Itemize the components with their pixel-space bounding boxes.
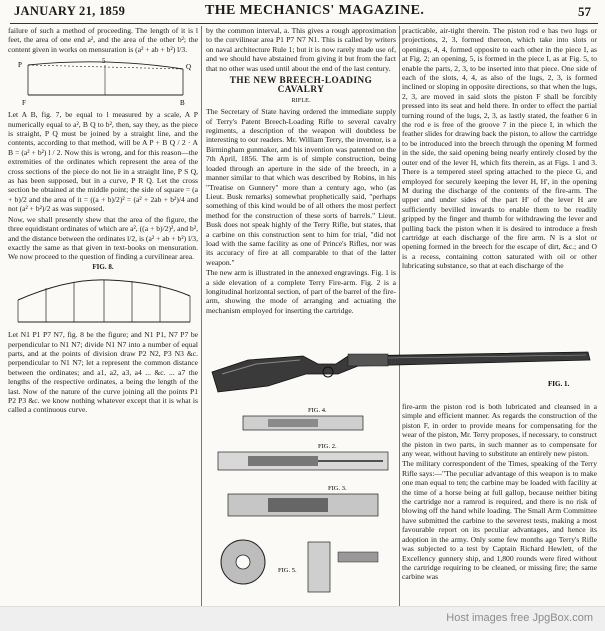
figure-8-label: FIG. 8. — [92, 262, 114, 271]
column-left — [8, 26, 198, 611]
paragraph: The military correspondent of the Times, speaking of the Terry Rifle says:—"The peculiar advantage of this weapon is to make one man equal to ten; the carbine may be loaded with facility at the time of a horse being at full gallop, because neither biting the cartridge nor a ramrod is required, and there is no risk of blowing off the hand while loading. The Small Arm Committee have submitted the carbine to the severest tests, making a most favourable report on its peculiar advantages, and hence its adoption in the army. Only some few months ago Terry's Rifle was subjected to a test by Captain Richard Hewlett, of the Excellency gunnery ship, and 1,800 rounds were fired without the cartridge requiring to be cleaned, or missing fire; the same carbine was — [402, 459, 597, 582]
header-rule — [10, 23, 598, 24]
issue-date: JANUARY 21, 1859 — [14, 4, 126, 18]
column-right-bottom — [402, 402, 597, 606]
column-divider — [399, 26, 400, 611]
paragraph: practicable, air-tight therein. The piston rod e has two lugs or projections, 2, 3, formed thereon, which take into slots or openings, 4, 4, formed opposite to each other in the piece I, as at Fig. 2; an opening, 5, is formed in the piece I, as at Fig. 5, to enable the parts, 2, 3, to be inserted into that piece. One side of each of the slots, 4, 4, as also of the lugs, 2, 3, is formed inclined or sloping in opposite directions, so that when the lugs, 2, 3, are moved in said slots the piston F shall be forcibly pressed into its seat and held there. In order to effect the partial turning round of the lugs, 2, 3, as lastly stated, the feather 6 in the rod e is free of the groove 7 in the piece I, in which the feather slides for drawing back the piston, to allow the cartridge to be introduced into the breech through the opening M formed in the side, the said opening being nearly entirely closed by the outer end of the lever H, which fits therein, as at Figs. 1 and 3. There is a tempered steel spring attached to the piece G, and employed for securely keeping the lever H, H', in the opening M during the discharge of the contents of the fire-arm. The upper and under sides of the part H' of the lever H are sufficiently bevilled inwards to enable them to be readily gripped by the finger and thumb for withdrawing the lever and pulling back the piston when it is desired to introduce a fresh cartridge at each discharge of the fire arm. N is a slot or opening formed in the breech for the escape of dirt, &c.; and O is a recess, containing cotton saturated with oil or other lubricating substance, so that at each discharge of the — [402, 26, 597, 271]
article-paragraph: The new arm is illustrated in the annexed engravings. Fig. 1 is a side elevation of a complete Terry Fire-arm. Fig. 2 is a longitudinal horizontal section, of part of the barrel of the fire-arm, showing the mode of arranging and actuating the mechanism employed for inserting the cartridge. — [206, 268, 396, 315]
paragraph: Now, we shall presently shew that the area of the figure, the three equidistant ordinates of which are a², ((a + b)/2)², and b², and the distance between the ordinates l/2, is (a² + ab + b²) l/3, exactly the same as that given in text-books on mensuration. We now proceed to the question of finding a curvilinear area. — [8, 214, 198, 262]
page-number: 57 — [578, 4, 591, 19]
column-middle — [206, 26, 396, 316]
paragraph: by the common interval, a. This gives a rough approximation to the curvilinear area P1 P7 N7 N1. This is called by writers on naval architecture Rule 1; but it is now rarely made use of, and we should have abstained from giving it but from the fact that no other was used until about the end of the last century. — [206, 26, 396, 73]
fig2-label: FIG. 2. — [318, 443, 337, 450]
figure-8 — [8, 272, 198, 330]
column-right-top — [402, 26, 597, 326]
paragraph: fire-arm the piston rod is both lubricated and cleansed in a simple and efficient manner. As regards the construction of the piston F, in order to provide means for compensating for the wear of the piston, Mr. Terry proposes, if necessary, to construct the piston in two parts, in such manner as to compensate for any wear, without having to substitute an entirely new piston. — [402, 402, 597, 459]
paragraph: Let A B, fig. 7, be equal to l measured by a scale, A P numerically equal to a², B Q to b², then, say they, as the piece is straight, P Q must be joined by a straight line, and the contents, according to that method, will be A P + B Q / 2 · A B = (a² + b²) l / 2. Now this is wrong, and for this reason—the extremities of the ordinates which represent the area of the cross sections of the piece do not lie in a straight line, P S Q, as has been supposed, but in a curve, P R Q. Let the cross section be obtained at the middle point; the side of square = (a + b)/2 and the area of it = ((a + b)/2)² = (a² + 2ab + b²)/4 and not (a² + b²)/2 as was supposed. — [8, 110, 198, 214]
article-paragraph: The Secretary of State having ordered the immediate supply of Terry's Patent Breech-Loading Rifle to several cavalry regiments, a description of the weapon will doubtless be interesting to our readers. Mr. William Terry, the inventor, is a Birmingham gunmaker, and his invention was patented on the 7th April, 1856. The arm is of simple construction, being loaded through an aperture in the side of the breech, in a manner similar to that which was described by Robins, in his "Treatise on Gunnery" more than a century ago, who (as Lieut. Busk remarks) somewhat prophetically said, "perhaps something of this kind would be of all others the most perfect method for the construction of these sorts of barrels." Lieut. Busk does not speak highly of the Terry Rifle, but states, that a carbine on this construction sent to him for trial, "did not load with the same facility as one of Prince's Rifles, nor was its accuracy of fire at all comparable to that of the latter weapon." — [206, 107, 396, 267]
paragraph: Let N1 P1 P7 N7, fig. 8 be the figure; and N1 P1, N7 P7 be perpendicular to N1 N7; divide N1 N7 into a number of equal parts, and at the points of division draw P2 N2, P3 N3 &c. perpendicular to N1 N7; let a represent the common distance between the ordinates; and a1, a2, a3, a4 ... &c. ... a7 the lengths of the respective ordinates, a being the length of the last. Now of the nature of the curve joining all the points P1 P2 P3 &c. we know nothing whatever except that it is what is called a continuous curve. — [8, 330, 198, 415]
fig5-label: FIG. 5. — [278, 567, 297, 574]
watermark-bar — [0, 606, 605, 631]
figure-7 — [8, 55, 198, 110]
figure-8-diagram — [8, 272, 198, 330]
article-title: THE NEW BREECH-LOADING CAVALRY — [229, 75, 373, 95]
figures-detail — [208, 402, 398, 602]
article-subtitle: RIFLE. — [291, 96, 311, 104]
fig7-label: Q — [186, 63, 192, 72]
figure-7-diagram — [8, 55, 198, 110]
paragraph: failure of such a method of proceeding. The length of it is l feet, the area of one end a², and the area of the other b²; the content given in works on mensuration is (a² + ab + b²) l/3. — [8, 26, 198, 54]
fig3-label: FIG. 3. — [328, 485, 347, 492]
rifle-engraving — [208, 330, 596, 400]
column-divider — [201, 26, 202, 611]
fig7-label: 5 — [102, 57, 106, 66]
page-header — [0, 0, 605, 22]
fig7-label: F — [22, 99, 26, 108]
figure-1-rifle — [208, 330, 596, 400]
mechanism-engravings — [208, 402, 398, 602]
fig4-label: FIG. 4. — [308, 407, 327, 414]
watermark-text[interactable]: Host images free JpgBox.com — [446, 612, 593, 624]
fig7-label: B — [180, 99, 185, 108]
magazine-title: THE MECHANICS' MAGAZINE. — [205, 3, 425, 18]
fig7-label: P — [18, 61, 22, 70]
fig1-label: FIG. 1. — [548, 380, 570, 388]
